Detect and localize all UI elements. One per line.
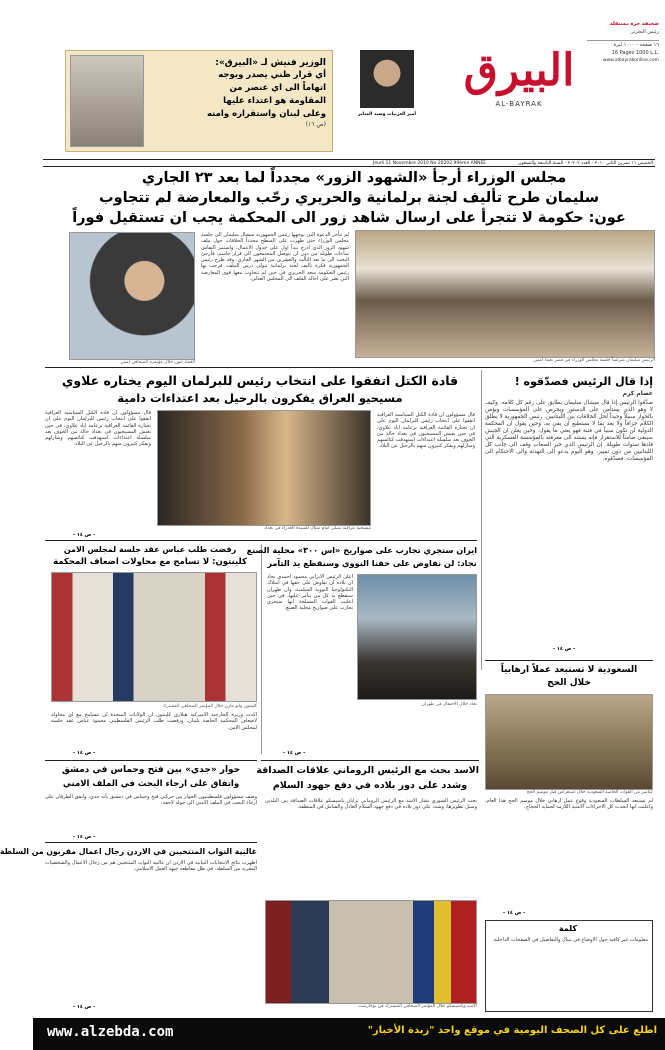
editorial-body: صدَّقوا الرئيس إذا قال ميشال سليمان بطابق على رقم كل كلامه. وكيف لا وهو الذي يستأمن على الدستور ويحرص على المؤسسات ويؤمن بالحوار سبيلاً وحيداً لحل الخلافات بين اللبنانيين. رئيس الجمهورية لا يطلق الكلام جزافاً ولا يعد بما لا يستطيع ان يفي به، وحين يقول ان المحكمة الدولية لن تكون سبباً في فتنة فهو يعني ما يقول. وحين يعلن ان الجيش سيبقى ضامناً للاستقرار فإنه يستند الى معرفته بالمؤسسة العسكرية التي قادها سنوات طويلة. إن الرئيس الذي خبر الصعاب وقف الى جانب كل اللبنانيين من دون تمييز، وهو اليوم يدعو الى التهدئة والى الاحتكام الى المؤسسات. فصدّقوه.: [485, 400, 653, 462]
rule-jordan: [45, 842, 257, 843]
lead-headline-3: عون: حكومة لا تتجرأ على ارسال شاهد زور الى المحكمة يجب ان تستقيل فوراً: [72, 210, 626, 226]
iran-body: اعلن الرئيس الايراني محمود احمدي نجاد ان بلاده لن تفاوض على حقها في امتلاك التكنولوجيا النووية السلمية، وان طهران ستقطع يد كل من يتآمر عليها، في حين اعلنت القوات المسلحة انها ستجري تجارب على صواريخ محلية الصنع.: [267, 574, 353, 612]
lead-headline-1: مجلس الوزراء أرجأ «الشهود الزور» مجدداً لما بعد ٢٣ الجاري: [141, 170, 567, 186]
saudi-page-ref: - ص ١٤ -: [503, 910, 526, 916]
promo-text: [146, 57, 326, 128]
saudi-body: لم تستبعد السلطات السعودية وقوع عمل ارهابي خلال موسم الحج هذا العام، واعلنت انها اتخذت كل الاجراءات الامنية اللازمة لحماية الحجاج.: [485, 798, 653, 811]
promo-line-1: أي قرار ظني يصدر ويوجه: [218, 70, 326, 80]
iraq-caption: مسيحية عراقية تصلي امام تمثال للسيدة العذراء في بغداد: [264, 526, 371, 531]
saudi-caption: عناصر من القوات الخاصة السعودية خلال استعراض قبل موسم الحج: [526, 790, 653, 795]
clinton-photo: [51, 572, 257, 702]
jordan-body: اظهرت نتائج الانتخابات النيابية في الاردن ان غالبية النواب المنتخبين هم من رجال الاعمال والشخصيات المقربة من السلطة، في ظل مقاطعة جبهة العمل الاسلامي.: [45, 860, 257, 873]
minister-photo: [70, 55, 144, 147]
kalima-body: معلومات غير كافية حول الاوضاع في نيبال والتفاصيل في الصفحات الداخلية.: [491, 937, 648, 943]
portrait-caption: أمير العربيات وسيد المنابر: [358, 112, 416, 117]
clinton-page-ref: - ص ١٤ -: [73, 750, 96, 756]
footer-url[interactable]: www.alzebda.com: [47, 1024, 174, 1040]
editorial-author: عصام كرم: [622, 390, 653, 397]
jordan-page-ref: - ص ١٤ -: [73, 1004, 96, 1010]
promo-line-4: وعلى لبنان واستقراره وامنه: [207, 109, 326, 119]
rule-middle: [45, 540, 477, 541]
kalima-title: كلمة: [558, 924, 578, 933]
iraq-page-ref: - ص ١٤ -: [73, 532, 96, 538]
logo-text: البيرق: [463, 45, 575, 96]
clinton-headline-2: كلينتون: لا تسامح مع محاولات اضعاف المحكمة: [53, 557, 247, 567]
kalima-box: [485, 920, 653, 1012]
cabinet-caption: الرئيس سليمان مترئساً جلسة مجلس الوزراء في قصر بعبدا أمس: [533, 358, 655, 363]
assad-body: بحث الرئيس السوري بشار الاسد مع الرئيس الروماني ترايان باسيسكو علاقات الصداقة بين البلدين وسبل تطويرها، وشدد على دور بلاده في دفع جهود السلام العادل والشامل في المنطقة.: [265, 798, 477, 811]
dateline-bar: [43, 159, 655, 167]
site-url: www.albayrakonline.com: [602, 58, 659, 63]
assad-photo: [265, 900, 477, 1004]
editorial-title: إذا قال الرئيس فصدّقوه !: [514, 375, 653, 388]
clinton-caption: كلينتون وابو مازن خلال المؤتمر الصحافي المشترك: [162, 704, 257, 709]
slogan: صحيفة حرة مستقلة: [609, 21, 659, 27]
saudi-headline-1: السعودية لا تستبعد عملاً ارهابياً: [500, 665, 638, 675]
dateline-fr: Jeudi 11 Novembre 2010 No 20202 99ème ANNÉE: [373, 161, 487, 166]
editor-label: رئيس التحرير: [631, 29, 659, 35]
dialogue-headline-2: واتفاق على ارجاء البحث في الملف الامني: [62, 779, 240, 789]
footer-tagline: اطلع على كل الصحف اليومية في موقع واحد "زبدة الأخبار": [367, 1025, 657, 1036]
iran-headline-1: ايران ستجري تجارب على صواريخ «اس ٣٠٠» محلية الصنع: [246, 545, 477, 555]
editorial-signoff: - ص ١٤ -: [553, 646, 576, 652]
footer-banner: [33, 1018, 665, 1050]
promo-line-2: اتهاماً الى اي عنصر من: [229, 83, 326, 93]
dialogue-headline-1: حوار «جدي» بين فتح وحماس في دمشق: [61, 765, 241, 775]
promo-box: [65, 50, 333, 152]
pages-fr: 16 Pages 1000 L.L.: [611, 50, 659, 56]
clinton-headline-1: رفضت طلب عباس عقد جلسة لمجلس الامن: [63, 545, 237, 554]
iraq-headline-2: مسيحيو العراق يفكرون بالرحيل بعد اعتداءات دامية: [117, 391, 403, 405]
dialogue-page-ref: - ص ١٤ -: [73, 834, 96, 840]
clinton-body: اكدت وزيرة الخارجية الاميركية هيلاري كلينتون ان الولايات المتحدة لن تتسامح مع اي محاولة لاضعاف المحكمة الخاصة بلبنان، ورفضت طلب الرئيس الفلسطيني محمود عباس عقد جلسة لمجلس الامن.: [51, 712, 257, 731]
logo: [459, 42, 579, 112]
promo-title: الوزير فنيش لـ «البيرق»:: [215, 58, 326, 68]
assad-headline-1: الاسد بحث مع الرئيس الروماني علاقات الصداقة: [256, 765, 479, 776]
aoun-caption: العماد عون خلال مؤتمره الصحافي امس: [120, 360, 195, 365]
dialogue-body: وصف مسؤولون فلسطينيون الحوار بين حركتي فتح وحماس في دمشق بأنه جدي، واتفق الطرفان على ارجاء البحث في الملف الامني الى جولة لاحقة.: [45, 794, 257, 807]
rule-dialogue: [45, 760, 257, 761]
assad-headline-2: وشدد على دور بلاده في دفع جهود السلام: [272, 780, 468, 791]
iran-page-ref: - ص ١٤ -: [283, 750, 306, 756]
logo-latin: AL-BAYRAK: [495, 100, 543, 108]
iran-divider: [261, 544, 262, 754]
iran-caption: نجاد خلال الاحتفال في طهران: [421, 702, 477, 707]
price: ١٦ صفحة - ١٠٠٠ ليرة: [587, 40, 659, 49]
masthead: [33, 0, 665, 160]
assad-caption: الاسد وباسيسكو خلال المؤتمر الصحافي المشترك في بوخارست: [358, 1004, 477, 1009]
promo-ref: (ص ١٦): [305, 121, 326, 128]
masthead-info: [587, 20, 659, 65]
rule-assad: [261, 760, 479, 761]
saudi-photo: [485, 694, 653, 790]
lead-body: لم تتأخر الدعوة التي يوجهها رئيس الجمهورية ميشال سليمان الى جلسة مجلس الوزراء حتى ظهرت على السطح مجدداً الخلافات حول ملف شهود الزور الذي ادرج بنداً اول على جدول الاعمال، واستمر النقاش ساعات طويلة من دون ان يتوصل المجتمعون الى قرار حاسم، فأرجئ البحث الى ما بعد الثالث والعشرين من الشهر الجاري. وقد طرح رئيس الجمهورية فكرة تأليف لجنة برلمانية تتولى درس الملف، فرحب بها رئيس الحكومة سعد الحريري في حين لم تتجاوب معها قوى المعارضة التي تصر على احالة الملف الى المجلس العدلي.: [201, 232, 349, 283]
dateline-ar: الخميس ١١ تشرين الثاني ٢٠١٠ - العدد ٢٠٢٠٢ - السنة التاسعة والتسعون: [518, 161, 653, 166]
iraq-photo: [157, 410, 371, 526]
iraq-body-right: قال مسؤولون ان قادة الكتل السياسية العراقية اتفقوا على انتخاب رئيس للبرلمان اليوم على ان تختاره القائمة العراقية بزعامة اياد علاوي، في حين يعيش المسيحيون في بغداد حالة من الخوف بعد سلسلة اعتداءات استهدفت كنائسهم ومنازلهم ويفكر كثيرون منهم بالرحيل عن البلاد.: [377, 412, 475, 450]
rule-lead: [45, 367, 653, 368]
founder-portrait: [360, 50, 414, 108]
lead-headline-2: سليمان طرح تأليف لجنة برلمانية والحريري رحّب والمعارضة لم تتجاوب: [99, 190, 599, 206]
iran-photo: [357, 574, 477, 700]
aoun-photo: [69, 232, 195, 360]
iraq-body-left: قال مسؤولون ان قادة الكتل السياسية العراقية اتفقوا على انتخاب رئيس للبرلمان اليوم على ان تختاره القائمة العراقية بزعامة اياد علاوي، في حين يعيش المسيحيون في بغداد حالة من الخوف بعد سلسلة اعتداءات استهدفت كنائسهم ومنازلهم ويفكر كثيرون منهم بالرحيل عن البلاد.: [45, 410, 151, 448]
iran-headline-2: نجاد: لن نفاوض على حقنا النووي وسنقطع يد التآمر: [267, 558, 477, 568]
rule-saudi: [485, 660, 653, 661]
saudi-headline-2: خلال الحج: [547, 678, 591, 688]
cabinet-photo: [355, 230, 655, 358]
promo-line-3: المقاومة هو اعتداء عليها: [223, 96, 326, 106]
iraq-headline-1: قادة الكتل اتفقوا على انتخاب رئيس للبرلمان اليوم يختاره علاوي: [61, 373, 459, 388]
jordan-headline: غالبية النواب المنتخبين في الاردن رجال اعمال مقربون من السلطة: [0, 847, 257, 856]
editorial-divider: [481, 370, 482, 670]
